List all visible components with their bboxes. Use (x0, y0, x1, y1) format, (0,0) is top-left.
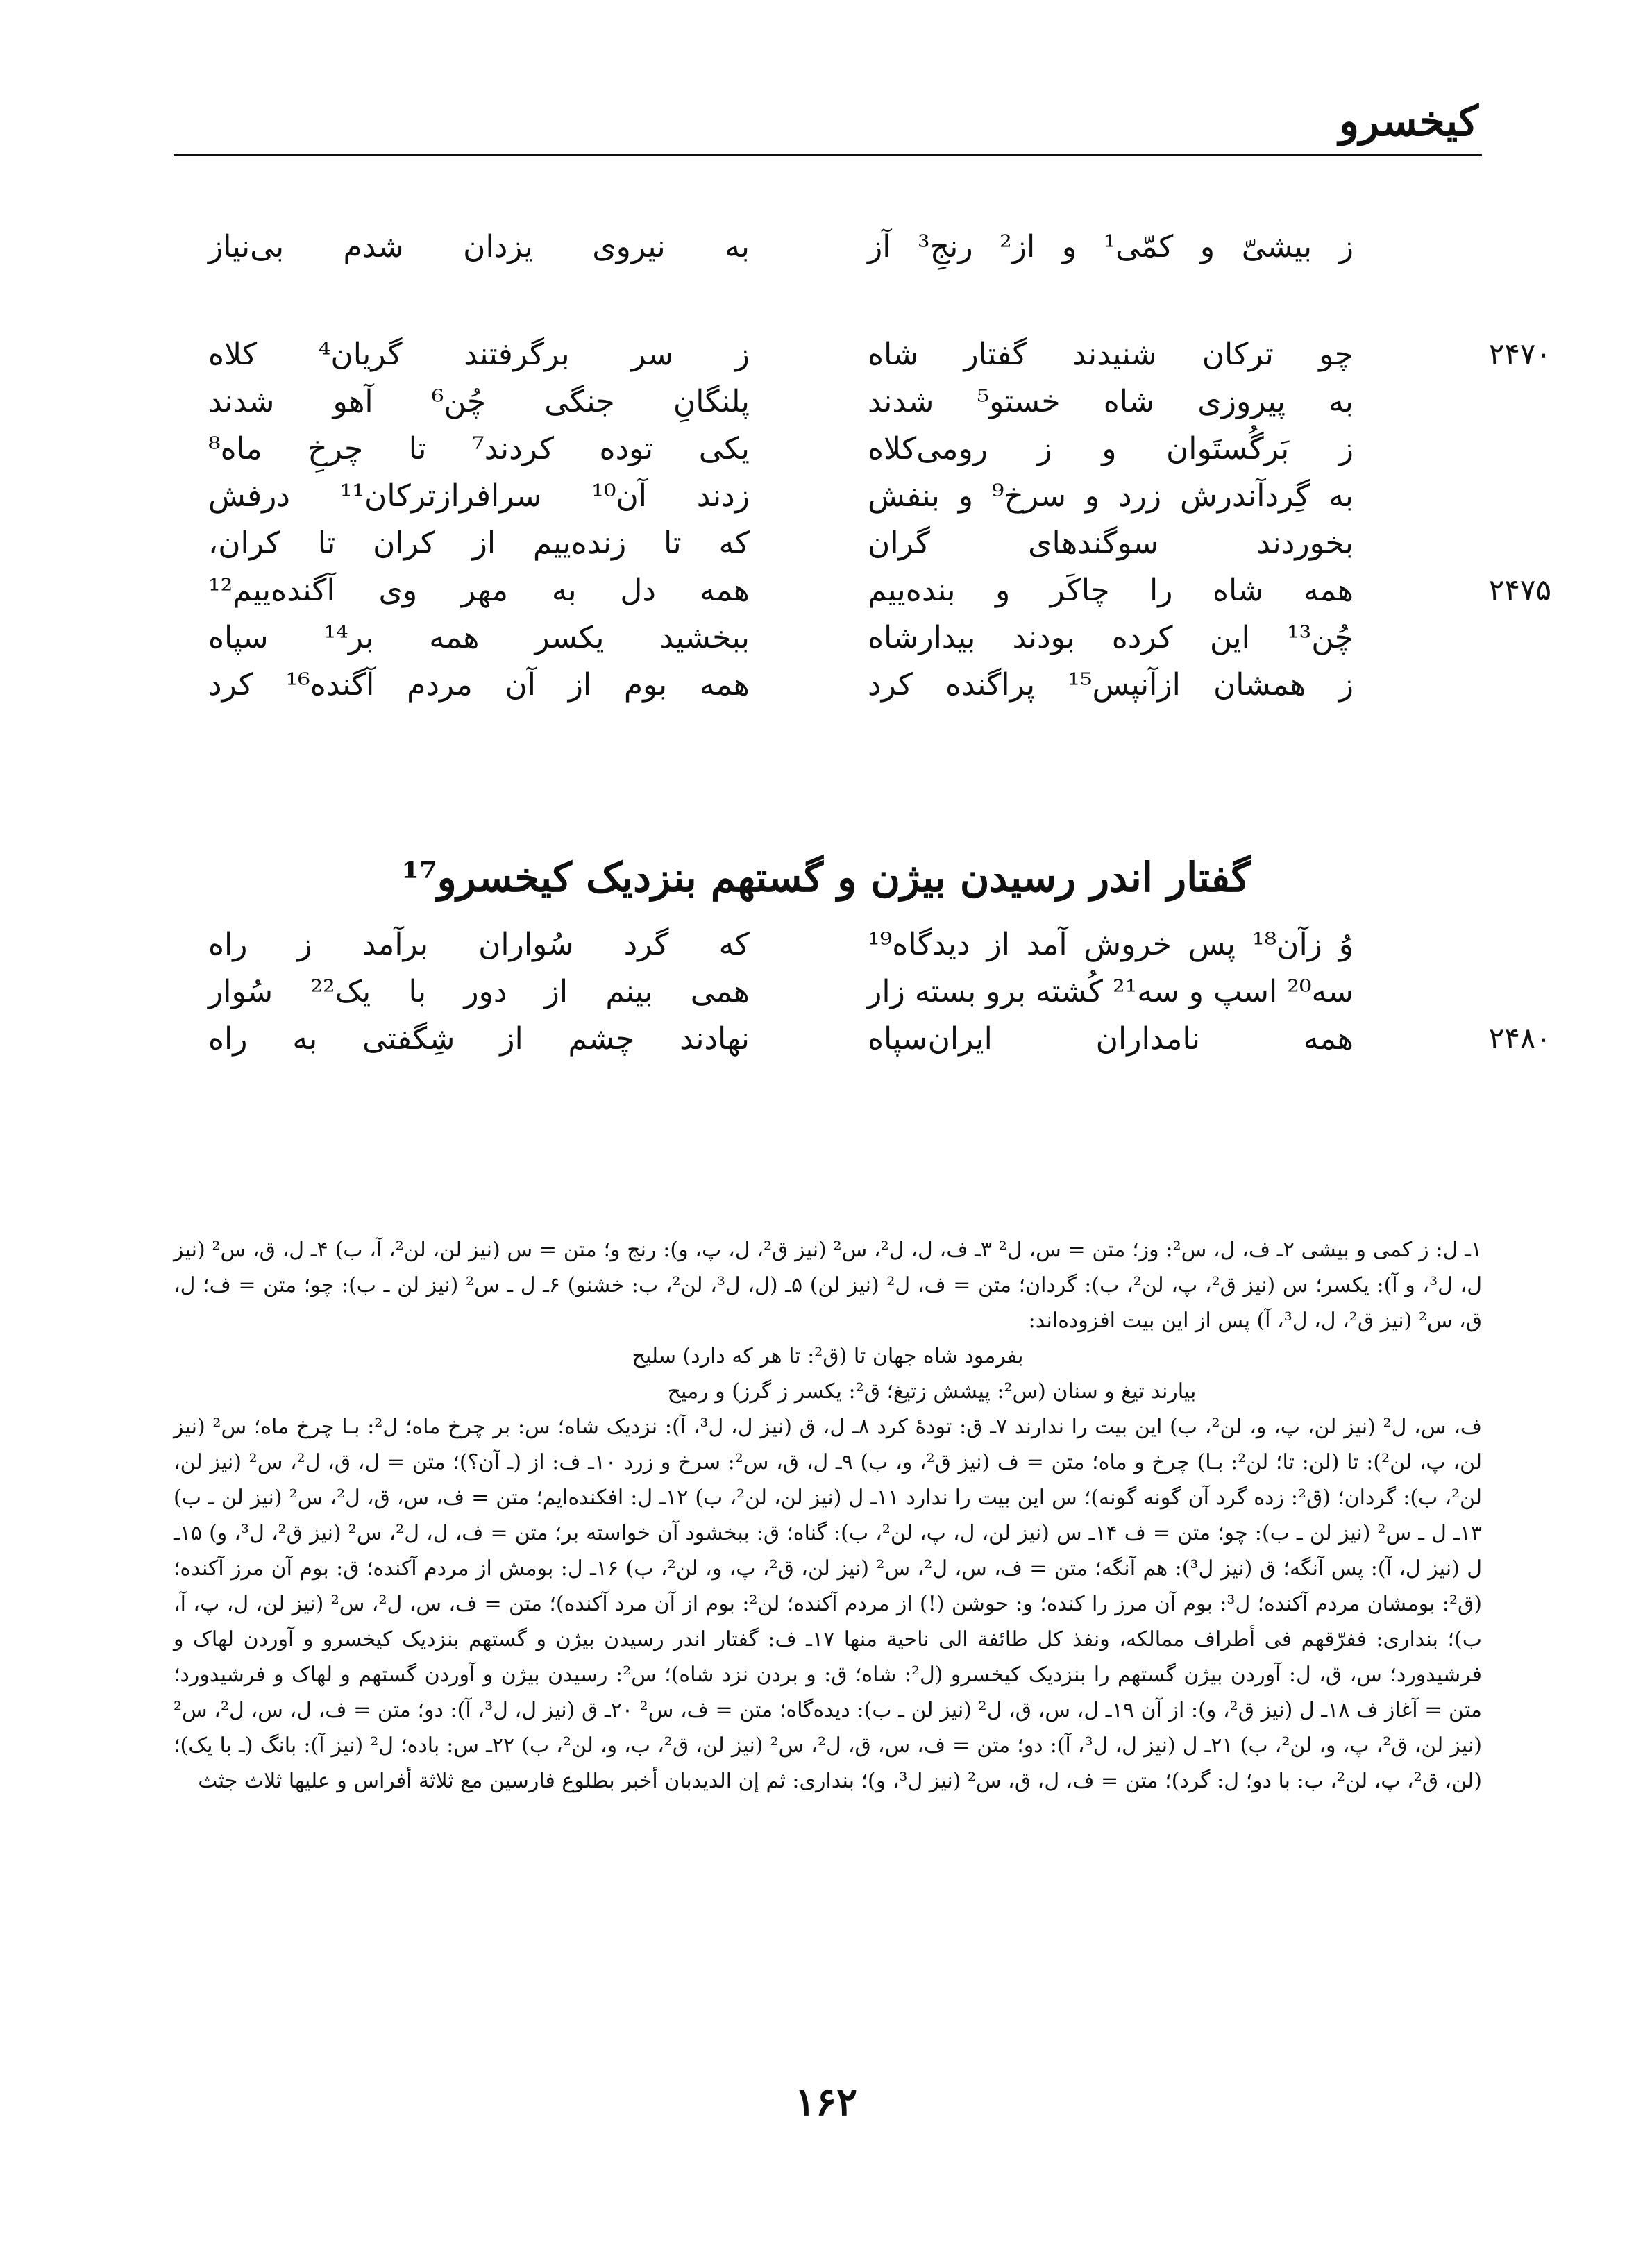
hemistich-second: پلنگانِ جنگی چُن⁶ آهو شدند (208, 384, 750, 419)
hemistich-first: ز بَرگُستَوان و ز رومی‌کلاه (868, 431, 1354, 466)
hemistich-first: وُ زآن¹⁸ پس خروش آمد از دیدگاه¹⁹ (868, 927, 1354, 962)
hemistich-second: نهادند چشم از شِگفتی به راه (208, 1021, 750, 1057)
hemistich-second: همی بینم از دور با یک²² سُوار (208, 974, 750, 1009)
hemistich-first: چو ترکان شنیدند گفتار شاه (868, 337, 1354, 372)
hemistich-first: به گِردآندرش زرد و سرخ⁹ و بنفش (868, 478, 1354, 514)
hemistich-first: همه نامداران ایران‌سپاه (868, 1021, 1354, 1057)
verse-row (0, 384, 1652, 432)
hemistich-second: که گرد سُواران برآمد ز راه (208, 927, 750, 962)
verse-row (0, 431, 1652, 480)
hemistich-first: بخوردند سوگندهای گران (868, 525, 1354, 561)
verse-row (0, 478, 1652, 527)
hemistich-first: سه²⁰ اسپ و سه²¹ کُشته برو بسته زار (867, 974, 1354, 1009)
verse-row (0, 667, 1652, 716)
hemistich-first: ز همشان ازآنپس¹⁵ پراگنده کرد (868, 667, 1354, 703)
footnote-text: ف، س، ل² (نیز لن، پ، و، لن²، ب) این بیت را ندارند ۷ـ ق: تودهٔ کرد ۸ـ ل، ق (نیز ل، ل³، آ): نزدیک شاه؛ س: بر چرخ ماه؛ ل²: بـا چرخ ماه؛ س² (نیز لن، پ، لن²): تا (لن: تا؛ لن²: بـا) چرخ و ماه؛ متن = ف (نیز ق²، و، ب) ۹ـ ل، ق، س²: سرخ و زرد ۱۰ـ ف: از (ـ آن؟)؛ متن = ل، ق، ل²، س² (نیز لن، لن²، ب): گردان؛ (ق²: زده گرد آن گونه گونه)؛ س این بیت را ندارد ۱۱ـ ل (نیز لن، لن²، ب) ۱۲ـ ل: افکنده‌ایم؛ متن = ف، س، ق، ل²، س² (نیز لن ـ ب) ۱۳ـ ل ـ س² (نیز لن ـ ب): چو؛ متن = ف ۱۴ـ س (نیز لن، ل، پ، لن²، ب): گناه؛ ق: ببخشود آن خواسته بر؛ متن = ف، ل، ل²، س² (نیز ق²، ل³، و) ۱۵ـ ل (نیز ل، آ): پس آنگه؛ ق (نیز ل³): هم آنگه؛ متن = ف، س، ل²، س² (نیز لن، ق²، پ، و، لن²، ب) ۱۶ـ ل: بومش از مردم آکنده؛ ق: بوم آن مرز آکنده؛ (ق²: بومشان مردم آکنده؛ ل³: بوم آن مرز را کنده؛ و: حوشن (!) از مردم آکنده؛ لن²: بوم از آن مرد آکنده)؛ متن = ف، س، ل²، س² (نیز لن، ل، پ، آ، ب)؛ بنداری: ففرّقهم فی أطراف ممالکه، ونفذ کل طائفة الی ناحیة منها ۱۷ـ ف: گفتار اندر رسیدن بیژن و گستهم بنزدیک کیخسرو و آوردن لهاک و فرشیدورد؛ س، ق، ل: آوردن بیژن گستهم را بنزدیک کیخسرو (ل²: شاه؛ ق: و بردن نزد شاه)؛ س²: رسیدن بیژن و آوردن گستهم و لهاک و فرشیدورد؛ متن = آغاز ف ۱۸ـ ل (نیز ق²، و): از آن ۱۹ـ ل، س، ق، ل² (نیز لن ـ ب): دیده‌گاه؛ متن = ف، س² ۲۰ـ ق (نیز ل، ل³، آ): دو؛ متن = ف، ل، س، ل²، س² (نیز لن، ق²، پ، و، لن²، ب) ۲۱ـ ل (نیز ل، ل³، آ): دو؛ متن = ف، س، ق، ل²، س² (نیز لن، ق²، ب، و، لن²، ب) ۲۲ـ س: باده؛ ل² (نیز آ): بانگ (ـ با یک)؛ (لن، ق²، پ، لن²، ب: با دو؛ ل: گرد)؛ متن = ف، ل، ق، س² (نیز ل³، و)؛ بنداری: ثم إن الدیدبان أخبر بطلوع فارسین مع ثلاثة أفراس و علیها ثلاث جثث (174, 1415, 1483, 1793)
verse-row (0, 337, 1652, 385)
hemistich-second: به نیروی یزدان شدم بی‌نیاز (208, 229, 750, 264)
verse-row (0, 1021, 1652, 1070)
verse-row (0, 573, 1652, 621)
footnote-text: ۱ـ ل: ز کمی و بیشی ۲ـ ف، ل، س²: وز؛ متن = س، ل² ۳ـ ف، ل، ل²، س² (نیز ق²، ل، پ، و): رنج و؛ متن = س (نیز لن، لن²، آ، ب) ۴ـ ل، ق، س² (نیز ل، ل³، و آ): یکسر؛ س (نیز ق²، پ، لن²، ب): گردان؛ متن = ف، ل² (نیز لن) ۵ـ (ل، ل³، لن²، ب: خشنو) ۶ـ ل ـ س² (نیز لن ـ ب): چو؛ متن = ف؛ ل، ق، س² (نیز ق²، ل، ل³، آ) پس از این بیت افزوده‌اند: (174, 1238, 1483, 1333)
verse-number: ۲۴۷۵ (1488, 573, 1551, 607)
hemistich-first: به پیروزی شاه خستو⁵ شدند (868, 384, 1354, 419)
verse-number: ۲۴۷۰ (1488, 337, 1551, 371)
hemistich-first: چُن¹³ این کرده بودند بیدارشاه (868, 620, 1354, 655)
page-number: ۱۶۲ (794, 2079, 858, 2125)
verse-number: ۲۴۸۰ (1488, 1021, 1551, 1055)
verse-row (0, 974, 1652, 1023)
verse-row (0, 229, 1652, 278)
header-rule (174, 154, 1482, 156)
hemistich-first: همه شاه را چاکَر و بنده‌ییم (868, 573, 1354, 608)
verse-row (0, 620, 1652, 669)
footnote-verse: بیارند تیغ و سنان (س²: پیشش زتیغ؛ ق²: یکسر ز گرز) و رمیح (667, 1379, 1197, 1404)
footnote-verse: بفرمود شاه جهان تا (ق²: تا هر که دارد) سلیح (632, 1344, 1024, 1368)
running-head: کیخسرو (1338, 97, 1478, 146)
hemistich-second: ز سر برگرفتند گریان⁴ کلاه (208, 337, 750, 372)
hemistich-second: یکی توده کردند⁷ تا چرخِ ماه⁸ (208, 431, 750, 466)
hemistich-second: همه بوم از آن مردم آگنده¹⁶ کرد (208, 667, 750, 703)
hemistich-first: ز بیشیّ و کمّی¹ و از² رنجِ³ آز (868, 229, 1354, 264)
section-title: گفتار اندر رسیدن بیژن و گستهم بنزدیک کیخسرو¹⁷ (401, 854, 1251, 901)
hemistich-second: زدند آن¹⁰ سرافرازترکان¹¹ درفش (208, 478, 750, 514)
footnotes (174, 1232, 1482, 1799)
hemistich-second: که تا زنده‌ییم از کران تا کران، (208, 525, 750, 561)
verse-row (0, 927, 1652, 975)
verse-row (0, 525, 1652, 574)
hemistich-second: ببخشید یکسر همه بر¹⁴ سپاه (208, 620, 750, 655)
hemistich-second: همه دل به مهر وی آگنده‌ییم¹² (208, 573, 750, 608)
